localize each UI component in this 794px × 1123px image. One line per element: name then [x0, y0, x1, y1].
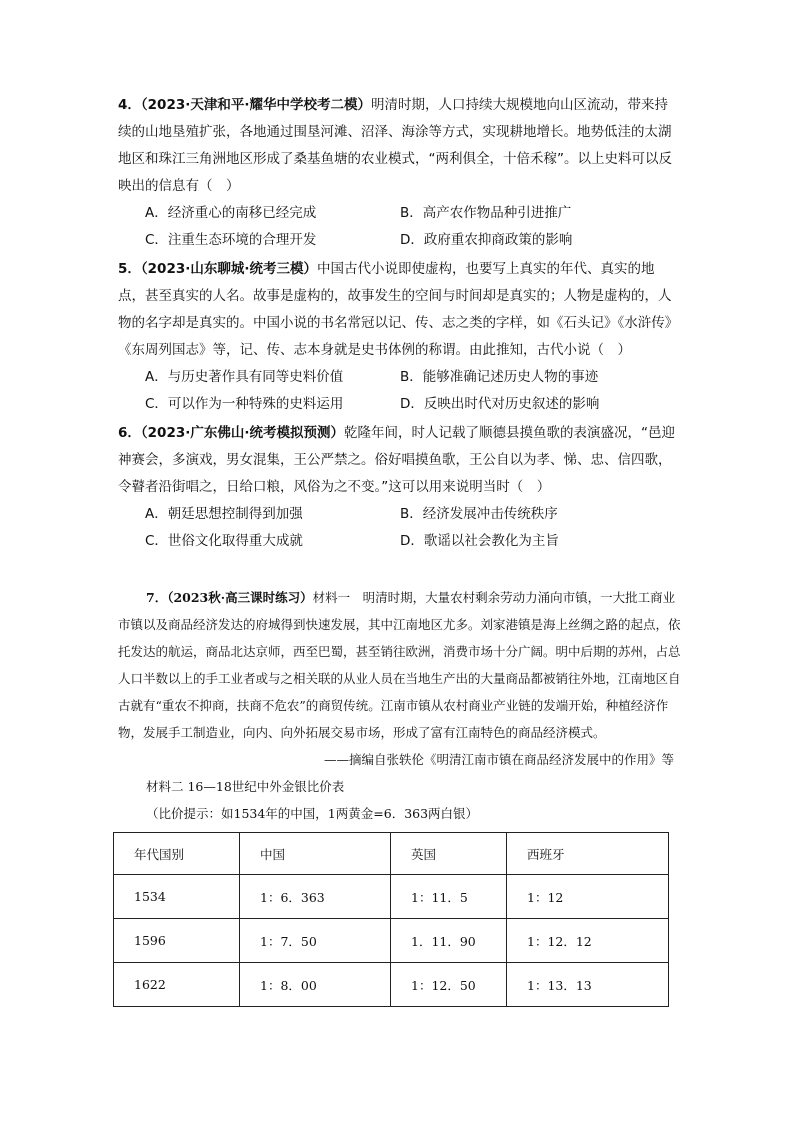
- table-cell: 1：12．12: [507, 919, 669, 963]
- table-cell: 1：12: [507, 875, 669, 919]
- question-4-stem: [118, 92, 678, 200]
- table-cell: 1：11．5: [391, 875, 507, 919]
- option-b[interactable]: B．经济发展冲击传统秩序: [400, 506, 558, 522]
- table-row: [114, 919, 669, 963]
- question-source: （2023·广东佛山·统考模拟预测）: [140, 425, 344, 441]
- material-2-note: （比价提示：如1534年的中国，1两黄金=6．363两白银）: [146, 806, 479, 821]
- table-row: [114, 963, 669, 1007]
- question-number: 6．: [118, 425, 141, 441]
- gold-silver-ratio-table: [113, 832, 669, 1007]
- question-6-stem: [118, 420, 678, 501]
- option-c[interactable]: C．可以作为一种特殊的史料运用: [145, 396, 344, 412]
- table-header: 西班牙: [507, 833, 669, 875]
- question-source: （2023·天津和平·耀华中学校考二模）: [140, 97, 371, 113]
- option-d[interactable]: D．政府重农抑商政策的影响: [400, 232, 573, 248]
- table-cell: 1：7．50: [240, 919, 391, 963]
- citation: ——摘编自张轶伦《明清江南市镇在商品经济发展中的作用》等: [323, 752, 674, 767]
- question-number: 5．: [118, 261, 141, 277]
- question-text: 明清时期，人口持续大规模地向山区流动，带来持续的山地垦殖扩张，各地通过围垦河滩、沼泽、海涂等方式，实现耕地增长。地势低洼的太湖地区和珠江三角洲地区形成了桑基鱼塘的农业模式，“两利俱全，十倍禾稼”。以上史料可以反映出的信息有（ ）: [118, 97, 672, 194]
- table-header-row: [114, 833, 669, 875]
- table-cell: 1596: [114, 919, 240, 963]
- table-cell: 1．11．90: [391, 919, 507, 963]
- table-cell: 1：13．13: [507, 963, 669, 1007]
- options: [118, 364, 678, 418]
- question-text: 乾隆年间，时人记载了顺德县摸鱼歌的表演盛况，“邑迎神赛会，多演戏，男女混集，王公严禁之。俗好唱摸鱼歌，王公自以为孝、悌、忠、信四歌，令瞽者沿街唱之，日给口粮，风俗为之不变。”这可以用来说明当时（ ）: [118, 425, 675, 495]
- table-cell: 1622: [114, 963, 240, 1007]
- table-header: 中国: [240, 833, 391, 875]
- table-cell: 1：8．00: [240, 963, 391, 1007]
- options: [118, 200, 678, 254]
- question-5-stem: [118, 256, 678, 364]
- option-b[interactable]: B．能够准确记述历史人物的事迹: [400, 369, 599, 385]
- question-source: （2023·山东聊城·统考三模）: [140, 261, 317, 277]
- question-7: [118, 584, 684, 827]
- option-a[interactable]: A．朝廷思想控制得到加强: [145, 506, 303, 522]
- options: [118, 501, 678, 555]
- table-row: [114, 875, 669, 919]
- question-4: [118, 92, 678, 254]
- material-2-title: 材料二 16—18世纪中外金银比价表: [146, 779, 345, 794]
- option-c[interactable]: C．世俗文化取得重大成就: [145, 533, 303, 549]
- option-b[interactable]: B．高产农作物品种引进推广: [400, 205, 572, 221]
- question-5: [118, 256, 678, 418]
- option-a[interactable]: A．与历史著作具有同等史料价值: [145, 369, 344, 385]
- option-a[interactable]: A．经济重心的南移已经完成: [145, 205, 317, 221]
- table-cell: 1：6．363: [240, 875, 391, 919]
- question-source: （2023秋·高三课时练习）: [167, 590, 313, 605]
- option-d[interactable]: D．歌谣以社会教化为主旨: [400, 533, 559, 549]
- material-1-text: 材料一 明清时期，大量农村剩余劳动力涌向市镇，一大批工商业市镇以及商品经济发达的府城得到快速发展，其中江南地区尤多。刘家港镇是海上丝绸之路的起点，依托发达的航运，商品北达京师，西至巴蜀，甚至销往欧洲，消费市场十分广阔。明中后期的苏州，占总人口半数以上的手工业者或与之相关联的从业人员在当地生产出的大量商品都被销往外地，江南地区自古就有“重农不抑商，扶商不危农”的商贸传统。江南市镇从农村商业产业链的发端开始，种植经济作物，发展手工制造业，向内、向外拓展交易市场，形成了富有江南特色的商品经济模式。: [118, 590, 681, 740]
- table-header: 年代国别: [114, 833, 240, 875]
- table-cell: 1：12．50: [391, 963, 507, 1007]
- option-c[interactable]: C．注重生态环境的合理开发: [145, 232, 317, 248]
- question-6: [118, 420, 678, 555]
- table-cell: 1534: [114, 875, 240, 919]
- question-text: 中国古代小说即使虚构，也要写上真实的年代、真实的地点，甚至真实的人名。故事是虚构的，故事发生的空间与时间却是真实的；人物是虚构的，人物的名字却是真实的。中国小说的书名常冠以记、传、志之类的字样，如《石头记》《水浒传》《东周列国志》等，记、传、志本身就是史书体例的称谓。由此推知，古代小说（ ）: [118, 261, 672, 358]
- material-1: [118, 584, 684, 746]
- question-number: 7．: [146, 590, 168, 605]
- option-d[interactable]: D．反映出时代对历史叙述的影响: [400, 396, 600, 412]
- table-header: 英国: [391, 833, 507, 875]
- question-number: 4．: [118, 97, 141, 113]
